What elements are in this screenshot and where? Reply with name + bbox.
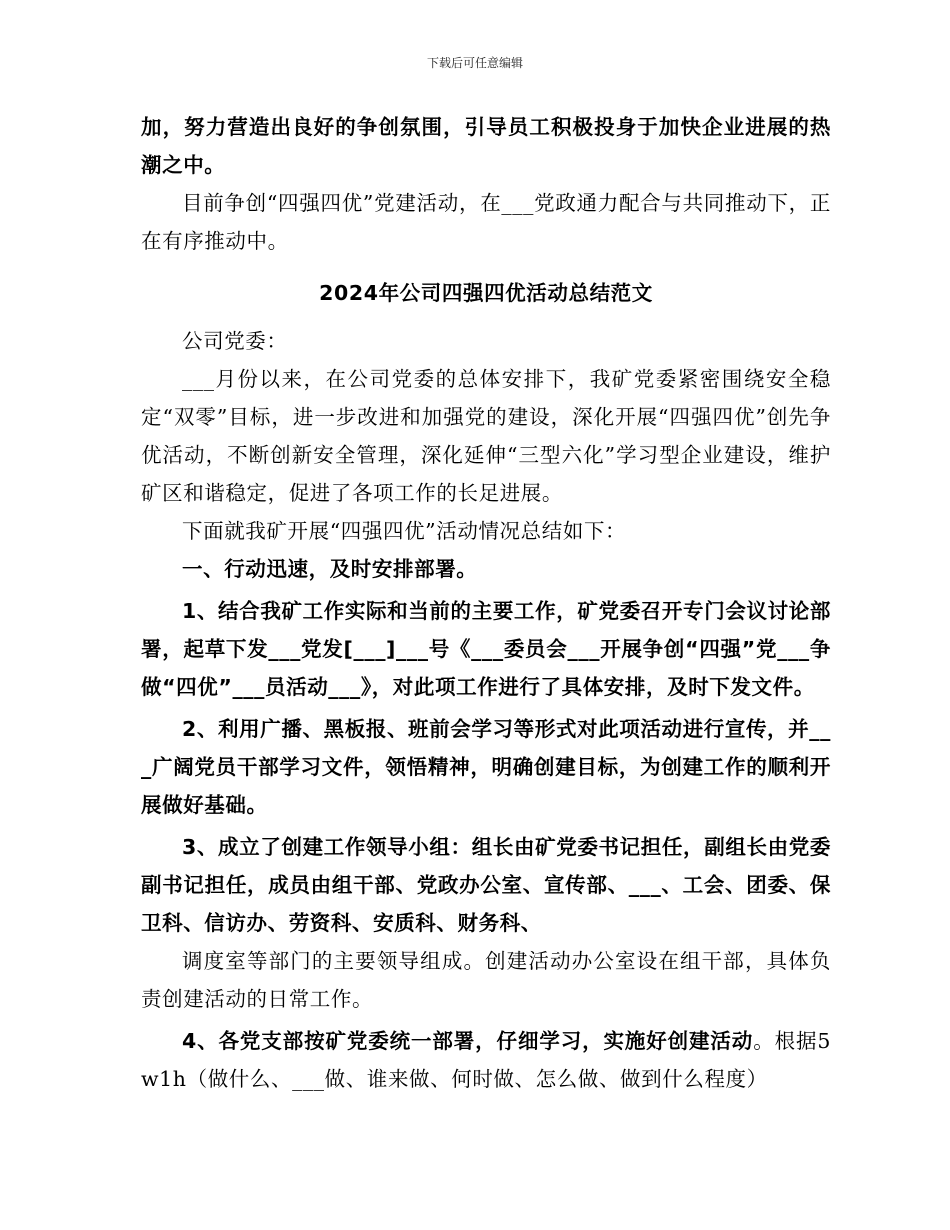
list-item-3: 3、成立了创建工作领导小组：组长由矿党委书记担任，副组长由党委副书记担任，成员由组干部、党政办公室、宣传部、___、工会、团委、保卫科、信访办、劳资科、安质科、财务科、 <box>141 835 831 935</box>
list-item-2: 2、利用广播、黑板报、班前会学习等形式对此项活动进行宣传，并___广阔党员干部学习文件，领悟精神，明确创建目标，为创建工作的顺利开展做好基础。 <box>141 717 831 817</box>
paragraph-office: 调度室等部门的主要领导组成。创建活动办公室设在组干部，具体负责创建活动的日常工作。 <box>141 949 831 1011</box>
list-item-4 <box>141 1022 831 1098</box>
section-heading-1: 一、行动迅速，及时安排部署。 <box>182 557 478 581</box>
list-item-4-bold: 4、各党支部按矿党委统一部署，仔细学习，实施好创建活动 <box>182 1029 754 1053</box>
salutation: 公司党委： <box>182 329 288 353</box>
paragraph-continuation: 加，努力营造出良好的争创氛围，引导员工积极投身于加快企业进展的热潮之中。 <box>141 115 831 177</box>
paragraph-status: 目前争创“四强四优”党建活动，在___党政通力配合与共同推动下，正在有序推动中。 <box>141 191 831 253</box>
paragraph-intro: ___月份以来，在公司党委的总体安排下，我矿党委紧密围绕安全稳定“双零”目标，进一步改进和加强党的建设，深化开展“四强四优”创先争优活动，不断创新安全管理，深化延伸“三型六化”学习型企业建设，维护矿区和谐稳定，促进了各项工作的长足进展。 <box>141 367 831 505</box>
document-title: 2024年公司四强四优活动总结范文 <box>319 281 653 305</box>
paragraph-summary-lead: 下面就我矿开展“四强四优”活动情况总结如下： <box>182 519 627 543</box>
list-item-1: 1、结合我矿工作实际和当前的主要工作，矿党委召开专门会议讨论部署，起草下发___党发[___]___号《___委员会___开展争创“四强”党___争做“四优”___员活动___》，对此项工作进行了具体安排，及时下发文件。 <box>141 599 831 699</box>
page-header: 下载后可任意编辑 <box>426 56 523 70</box>
document-body <box>141 108 831 1098</box>
list-item-4-rest: 。根据5w1h（做什么、___做、谁来做、何时做、怎么做、做到什么程度） <box>141 1029 831 1091</box>
